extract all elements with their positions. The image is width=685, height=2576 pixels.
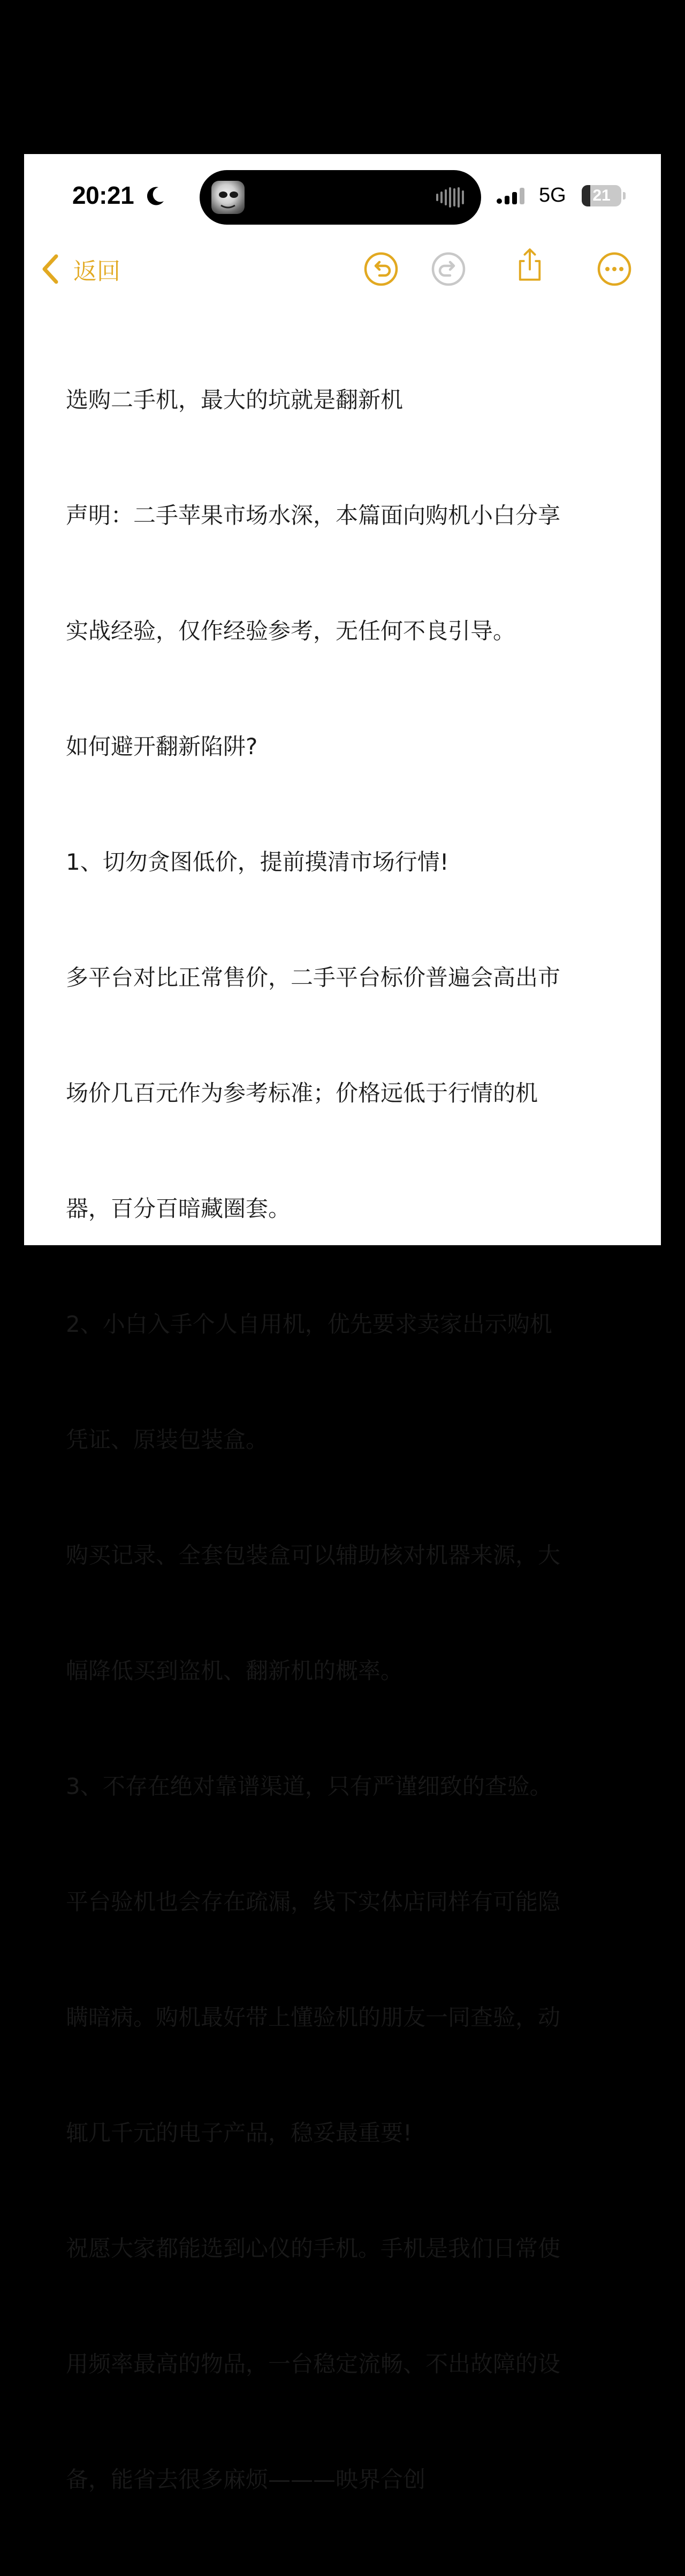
chevron-left-icon <box>40 253 62 285</box>
redo-icon[interactable] <box>431 251 466 287</box>
back-label: 返回 <box>73 258 120 285</box>
note-line: 多平台对比正常售价，二手平台标价普遍会高出市 <box>66 964 561 991</box>
cellular-signal-icon <box>496 187 530 206</box>
note-line: 1、切勿贪图低价，提前摸清市场行情! <box>66 849 449 875</box>
more-icon[interactable] <box>597 251 632 287</box>
note-line: 实战经验，仅作经验参考，无任何不良引导。 <box>66 618 516 644</box>
dynamic-island[interactable] <box>200 170 481 225</box>
battery-icon <box>582 185 626 206</box>
note-line: 购买记录、全套包装盒可以辅助核对机器来源，大 <box>66 1542 561 1568</box>
share-icon[interactable] <box>512 247 547 282</box>
note-line: 凭证、原装包装盒。 <box>66 1427 269 1453</box>
note-line: 2、小白入手个人自用机，优先要求卖家出示购机 <box>66 1311 552 1337</box>
note-line: 平台验机也会存在疏漏，线下实体店同样有可能隐 <box>66 1889 561 1915</box>
note-line: 选购二手机，最大的坑就是翻新机 <box>66 387 404 413</box>
back-button[interactable] <box>40 250 120 288</box>
undo-icon[interactable] <box>363 251 399 287</box>
status-bar <box>24 154 661 234</box>
note-line: 3、不存在绝对靠谱渠道，只有严谨细致的查验。 <box>66 1773 552 1799</box>
note-line: 如何避开翻新陷阱? <box>66 733 258 760</box>
note-body[interactable] <box>66 304 644 2576</box>
note-line: 备，能省去很多麻烦———映界合创 <box>66 2466 426 2493</box>
note-line: 祝愿大家都能选到心仪的手机。手机是我们日常使 <box>66 2235 561 2261</box>
network-type: 5G <box>539 184 566 206</box>
note-line: 幅降低买到盗机、翻新机的概率。 <box>66 1658 404 1684</box>
phone-screen <box>24 154 661 2493</box>
note-line: 场价几百元作为参考标准；价格远低于行情的机 <box>66 1080 538 1106</box>
moon-icon <box>144 185 166 206</box>
battery-level: 21 <box>592 187 611 204</box>
waveform-icon <box>435 186 467 209</box>
status-time: 20:21 <box>72 181 134 209</box>
note-line: 瞒暗病。购机最好带上懂验机的朋友一同查验，动 <box>66 2004 561 2030</box>
avatar <box>211 181 245 214</box>
note-line: 器，百分百暗藏圈套。 <box>66 1195 291 1222</box>
note-line: 声明：二手苹果市场水深，本篇面向购机小白分享 <box>66 502 561 528</box>
notes-toolbar <box>24 240 661 298</box>
note-line: 辄几千元的电子产品，稳妥最重要! <box>66 2120 412 2146</box>
note-line: 用频率最高的物品，一台稳定流畅、不出故障的设 <box>66 2351 561 2377</box>
